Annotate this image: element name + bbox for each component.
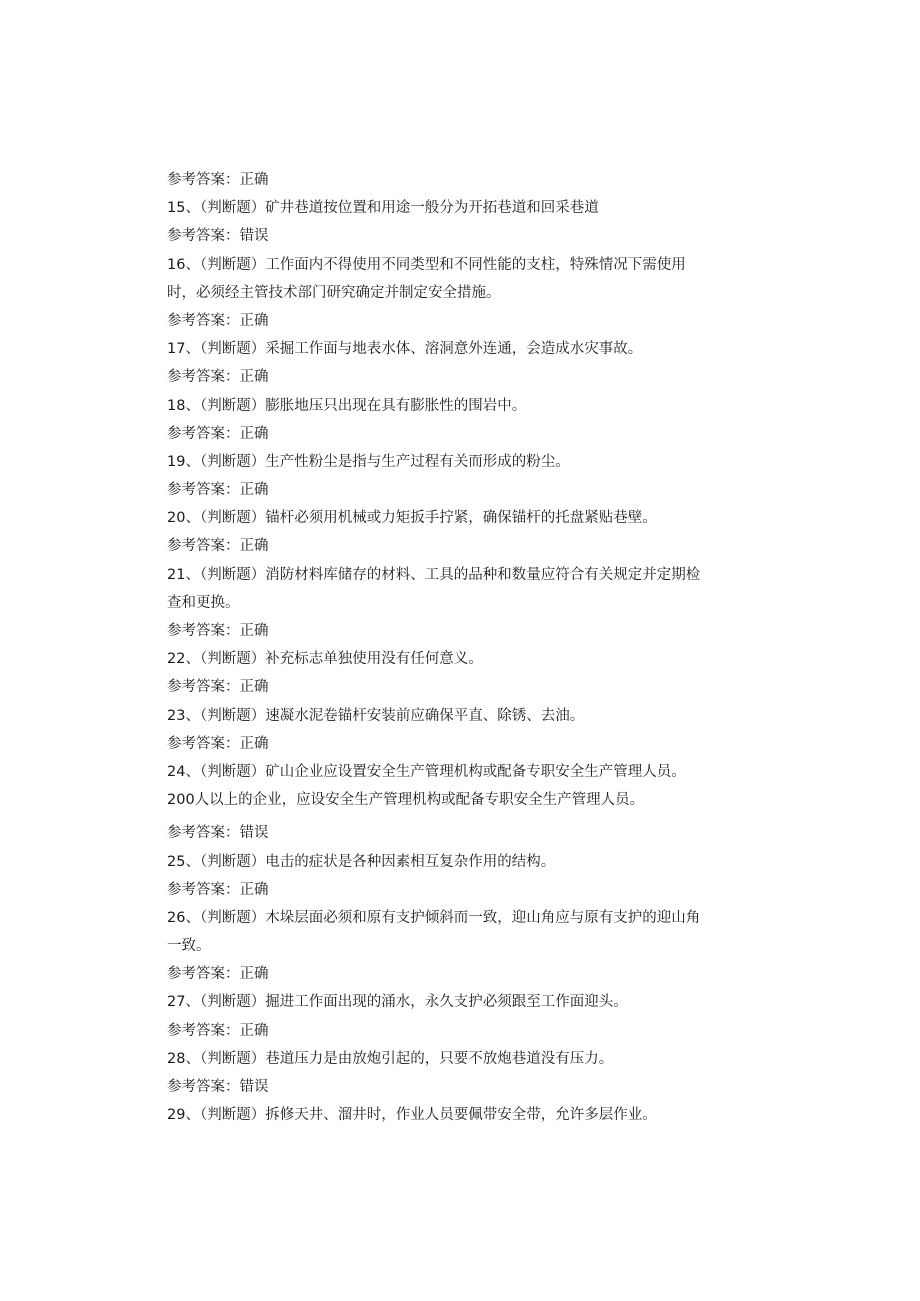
question-16-continued: 时，必须经主管技术部门研究确定并制定安全措施。 xyxy=(167,284,501,301)
question-19: 19、（判断题）生产性粉尘是指与生产过程有关而形成的粉尘。 xyxy=(167,453,570,470)
question-18: 18、（判断题）膨胀地压只出现在具有膨胀性的围岩中。 xyxy=(167,397,527,414)
question-15: 15、（判断题）矿井巷道按位置和用途一般分为开拓巷道和回采巷道 xyxy=(167,200,599,217)
question-22: 22、（判断题）补充标志单独使用没有任何意义。 xyxy=(167,651,483,668)
answer-line: 参考答案：正确 xyxy=(167,966,269,983)
answer-line: 参考答案：正确 xyxy=(167,679,269,696)
answer-line: 参考答案：错误 xyxy=(167,825,269,842)
question-26-continued: 一致。 xyxy=(167,938,211,955)
question-20: 20、（判断题）锚杆必须用机械或力矩扳手拧紧，确保锚杆的托盘紧贴巷壁。 xyxy=(167,510,657,527)
answer-line: 参考答案：正确 xyxy=(167,623,269,639)
document-content xyxy=(167,166,757,1129)
answer-line: 参考答案：正确 xyxy=(167,172,269,188)
question-25: 25、（判断题）电击的症状是各种因素相互复杂作用的结构。 xyxy=(167,853,556,870)
answer-line: 参考答案：正确 xyxy=(167,312,269,329)
question-27: 27、（判断题）掘进工作面出现的涌水，永久支护必须跟至工作面迎头。 xyxy=(167,994,628,1011)
question-21-continued: 查和更换。 xyxy=(167,594,240,611)
question-24: 24、（判断题）矿山企业应设置安全生产管理机构或配备专职安全生产管理人员。 xyxy=(167,763,686,780)
question-28: 28、（判断题）巷道压力是由放炮引起的，只要不放炮巷道没有压力。 xyxy=(167,1050,614,1067)
question-17: 17、（判断题）采掘工作面与地表水体、溶洞意外连通，会造成水灾事故。 xyxy=(167,341,643,358)
question-26: 26、（判断题）木垛层面必须和原有支护倾斜而一致，迎山角应与原有支护的迎山角 xyxy=(167,909,701,926)
answer-line: 参考答案：正确 xyxy=(167,425,269,442)
answer-line: 参考答案：正确 xyxy=(167,1022,269,1039)
answer-line: 参考答案：正确 xyxy=(167,735,269,752)
answer-line: 参考答案：错误 xyxy=(167,228,269,245)
question-24-continued: 200人以上的企业，应设安全生产管理机构或配备专职安全生产管理人员。 xyxy=(167,792,645,809)
question-21: 21、（判断题）消防材料库储存的材料、工具的品种和数量应符合有关规定并定期检 xyxy=(167,566,701,583)
question-23: 23、（判断题）速凝水泥卷锚杆安装前应确保平直、除锈、去油。 xyxy=(167,707,585,724)
question-16: 16、（判断题）工作面内不得使用不同类型和不同性能的支柱，特殊情况下需使用 xyxy=(167,256,686,273)
answer-line: 参考答案：正确 xyxy=(167,369,269,386)
answer-line: 参考答案：错误 xyxy=(167,1079,269,1095)
answer-line: 参考答案：正确 xyxy=(167,881,269,898)
answer-line: 参考答案：正确 xyxy=(167,538,269,555)
question-29: 29、（判断题）拆修天井、溜井时，作业人员要佩带安全带，允许多层作业。 xyxy=(167,1107,657,1124)
answer-line: 参考答案：正确 xyxy=(167,482,269,499)
